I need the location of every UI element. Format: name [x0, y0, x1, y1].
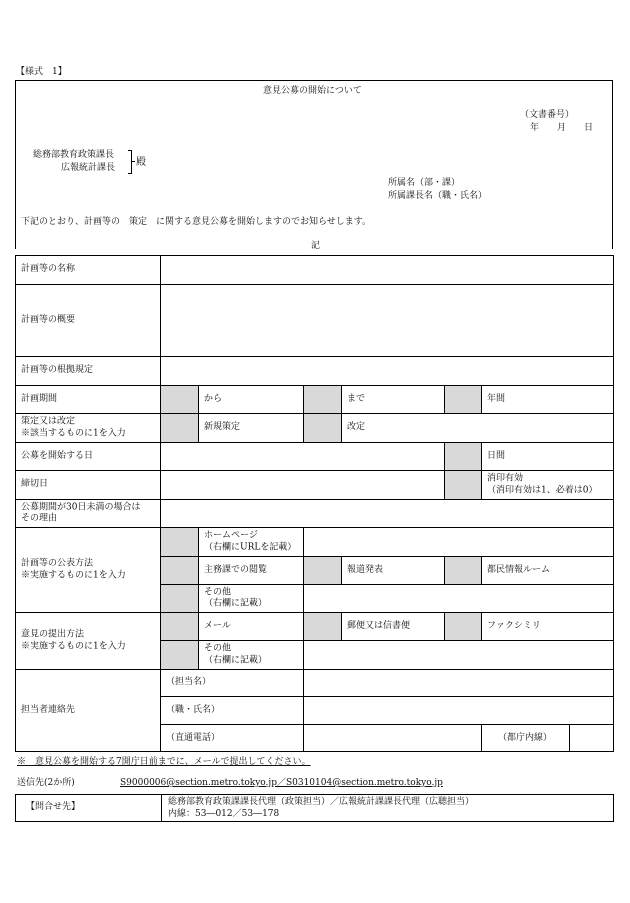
input-contact-name[interactable] — [303, 669, 614, 696]
label-plan-summary: 計画等の概要 — [15, 284, 160, 356]
submit-other-label: その他 （右欄に記載） — [198, 640, 303, 669]
input-postmark[interactable] — [444, 470, 481, 499]
input-start-date[interactable] — [160, 442, 444, 470]
homepage-label: ホームページ （右欄にURLを記載） — [198, 527, 303, 556]
checkbox-press-release[interactable] — [303, 556, 341, 584]
checkbox-info-room[interactable] — [444, 556, 481, 584]
input-plan-name[interactable] — [160, 255, 614, 284]
new-plan-label: 新規策定 — [198, 413, 303, 442]
inquiry-label-cell: 【問合せ先】 — [16, 795, 162, 821]
label-plan-period: 計画期間 — [15, 385, 160, 413]
mail-label: メール — [198, 612, 303, 640]
publish-other-label: その他 （右欄に記載） — [198, 584, 303, 612]
checkbox-submit-other[interactable] — [160, 640, 198, 669]
checkbox-new-plan[interactable] — [160, 413, 198, 442]
form-label: 【様式 1】 — [16, 67, 67, 77]
document-title: 意見公募の開始について — [263, 86, 362, 96]
contact-phone-label: （直通電話） — [160, 724, 303, 752]
label-plan-basis: 計画等の根拠規定 — [15, 356, 160, 385]
form-table — [15, 255, 614, 752]
recipient-1: 総務部教育政策課長 — [33, 150, 115, 160]
recipient-2: 広報統計課長 — [61, 163, 116, 173]
footer-note: ※ 意見公募を開始する7開庁日前までに、メールで提出してください。 — [17, 757, 311, 767]
input-period-years[interactable] — [444, 385, 481, 413]
ki-mark: 記 — [311, 241, 321, 251]
intro-text: 下記のとおり、計画等の 策定 に関する意見公募を開始しますのでお知らせします。 — [21, 217, 372, 227]
sender-dept: 所属名（部・課） — [388, 178, 461, 188]
label-new-or-revise: 策定又は改定 ※該当するものに1を入力 — [15, 413, 160, 442]
input-publish-other[interactable] — [303, 584, 614, 612]
input-days[interactable] — [444, 442, 481, 470]
contact-title-label: （職・氏名） — [160, 696, 303, 724]
doc-number: （文書番号） — [520, 110, 575, 120]
period-from-label: から — [198, 385, 303, 413]
period-years-label: 年間 — [481, 385, 614, 413]
label-deadline: 締切日 — [15, 470, 160, 499]
input-contact-phone[interactable] — [303, 724, 481, 752]
checkbox-mail[interactable] — [160, 612, 198, 640]
inquiry-contacts — [168, 797, 474, 820]
inquiry-line-2: 内線：53―012／53―178 — [168, 808, 280, 819]
days-label: 日間 — [481, 442, 614, 470]
label-publish-method: 計画等の公表方法 ※実施するものに1を入力 — [15, 527, 160, 612]
send-label: 送信先(2か所) — [17, 778, 75, 788]
checkbox-fax[interactable] — [444, 612, 481, 640]
contact-name-label: （担当名） — [160, 669, 303, 696]
checkbox-revise[interactable] — [303, 413, 341, 442]
info-room-label: 都民情報ルーム — [481, 556, 614, 584]
checkbox-homepage[interactable] — [160, 527, 198, 556]
label-contact: 担当者連絡先 — [15, 669, 160, 752]
label-plan-name: 計画等の名称 — [15, 255, 160, 284]
checkbox-publish-other[interactable] — [160, 584, 198, 612]
contact-ext-label: （都庁内線） — [481, 724, 569, 752]
checkbox-view-at-dept[interactable] — [160, 556, 198, 584]
input-submit-other[interactable] — [303, 640, 614, 669]
input-contact-ext[interactable] — [569, 724, 614, 752]
input-homepage-url[interactable] — [303, 527, 614, 556]
period-to-label: まで — [341, 385, 444, 413]
recipient-bracket — [128, 150, 132, 174]
doc-date: 年 月 日 — [530, 123, 594, 133]
inquiry-box — [15, 794, 614, 822]
input-plan-summary[interactable] — [160, 284, 614, 356]
label-short-period: 公募期間が30日未満の場合は その理由 — [15, 499, 160, 527]
input-short-period-reason[interactable] — [160, 499, 614, 527]
revise-label: 改定 — [341, 413, 614, 442]
label-start-date: 公募を開始する日 — [15, 442, 160, 470]
input-plan-basis[interactable] — [160, 356, 614, 385]
sender-name: 所属課長名（職・氏名） — [388, 191, 488, 201]
post-label: 郵便又は信書便 — [341, 612, 444, 640]
inquiry-line-1: 総務部教育政策課課長代理（政策担当）／広報統計課課長代理（広聴担当） — [168, 797, 475, 807]
input-period-to[interactable] — [303, 385, 341, 413]
input-contact-title[interactable] — [303, 696, 614, 724]
view-at-dept-label: 主務課での閲覧 — [198, 556, 303, 584]
fax-label: ファクシミリ — [481, 612, 614, 640]
input-deadline[interactable] — [160, 470, 444, 499]
postmark-label: 消印有効 （消印有効は1、必着は0） — [481, 470, 614, 499]
checkbox-post[interactable] — [303, 612, 341, 640]
input-period-from[interactable] — [160, 385, 198, 413]
send-addresses-link[interactable]: S9000006@section.metro.tokyo.jp／S0310104@section.metro.tokyo.jp — [120, 778, 443, 788]
honorific: 殿 — [136, 157, 146, 168]
press-release-label: 報道発表 — [341, 556, 444, 584]
label-submit-method: 意見の提出方法 ※実施するものに1を入力 — [15, 612, 160, 669]
